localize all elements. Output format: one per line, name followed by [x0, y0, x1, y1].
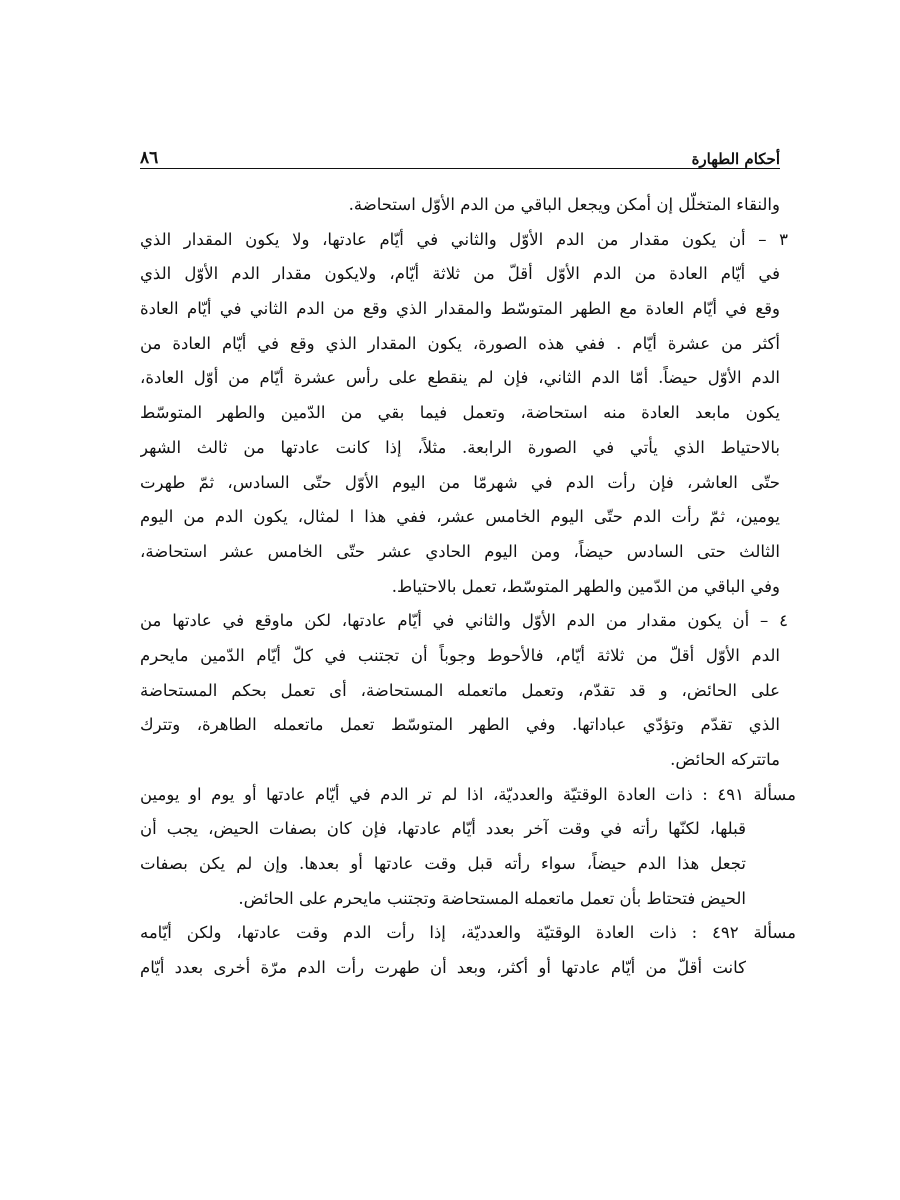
- page-header: [140, 138, 780, 168]
- text-line: على الحائض، و قد تقدّم، وتعمل ماتعمله المستحاضة، أى تعمل بحكم المستحاضة: [140, 680, 780, 700]
- text-line: تجعل هذا الدم حيضاً، سواء رأته قبل وقت عادتها أو بعدها. وإن لم يكن بصفات: [140, 854, 746, 874]
- text-line: الدم الأوّل حيضاً. أمّا الدم الثاني، فإن لم ينقطع على رأس عشرة أيّام من أوّل العادة،: [140, 368, 780, 388]
- text-line: مسألة ٤٩١ : ذات العادة الوقتيّة والعدديّة، اذا لم تر الدم في أيّام عادتها أو يوم او يومين: [140, 784, 796, 804]
- text-line: مسألة ٤٩٢ : ذات العادة الوقتيّة والعدديّة، إذا رأت الدم وقت عادتها، ولكن أيّامه: [140, 923, 796, 943]
- text-line: الثالث حتى السادس حيضاً، ومن اليوم الحادي عشر حتّى الخامس عشر استحاضة،: [140, 541, 780, 561]
- text-line: وفي الباقي من الدّمين والطهر المتوسّط، تعمل بالاحتياط.: [391, 576, 780, 596]
- text-line: الدم الأوّل أقلّ من ثلاثة أيّام، فالأحوط وجوباً أن تجتنب في كلّ أيّام الدّمين مايحرم: [140, 645, 780, 665]
- header-rule: [140, 168, 780, 169]
- text-line: الذي تقدّم وتؤدّي عباداتها. وفي الطهر المتوسّط تعمل ماتعمله الطاهرة، وتترك: [140, 715, 780, 735]
- text-line: في أيّام العادة من الدم الأوّل أقلّ من ثلاثة أيّام، ولايكون مقدار الدم الأوّل الذي: [140, 264, 780, 284]
- text-line: ٣ – أن يكون مقدار من الدم الأوّل والثاني في أيّام عادتها، ولا يكون المقدار الذي: [140, 229, 788, 249]
- text-line: بالاحتياط الذي يأتي في الصورة الرابعة. مثلاً، إذا كانت عادتها من ثالث الشهر: [140, 437, 780, 457]
- text-line: قبلها، لكنّها رأته في وقت آخر بعدد أيّام عادتها، فإن كان بصفات الحيض، يجب أن: [140, 819, 746, 839]
- text-line: والنقاء المتخلّل إن أمكن ويجعل الباقي من الدم الأوّل استحاضة.: [348, 195, 780, 214]
- text-line: كانت أقلّ من أيّام عادتها أو أكثر، وبعد أن طهرت رأت الدم مرّة أخرى بعدد أيّام: [140, 958, 746, 978]
- running-title: أحكام الطهارة: [691, 150, 780, 168]
- page-body: [140, 188, 796, 986]
- text-line: يومين، ثمّ رأت الدم حتّى اليوم الخامس عشر، ففي هذا ا لمثال، يكون الدم من اليوم: [140, 507, 780, 527]
- text-line: الحيض فتحتاط بأن تعمل ماتعمله المستحاضة وتجتنب مايحرم على الحائض.: [238, 888, 746, 908]
- text-line: ٤ – أن يكون مقدار من الدم الأوّل والثاني في أيّام عادتها، لكن ماوقع في عادتها من: [140, 611, 788, 631]
- text-line: يكون مابعد العادة منه استحاضة، وتعمل فيما بقي من الدّمين والطهر المتوسّط: [140, 403, 780, 423]
- text-line: أكثر من عشرة أيّام . ففي هذه الصورة، يكون المقدار الذي وقع في أيّام العادة من: [140, 333, 780, 353]
- text-line: وقع في أيّام العادة مع الطهر المتوسّط والمقدار الذي وقع من الدم الثاني في أيّام العادة: [140, 299, 780, 319]
- text-line: حتّى العاشر، فإن رأت الدم في شهرمّا من اليوم الأوّل حتّى السادس، ثمّ طهرت: [140, 472, 780, 492]
- page-number: ٨٦: [140, 148, 159, 168]
- text-line: ماتتركه الحائض.: [670, 750, 780, 769]
